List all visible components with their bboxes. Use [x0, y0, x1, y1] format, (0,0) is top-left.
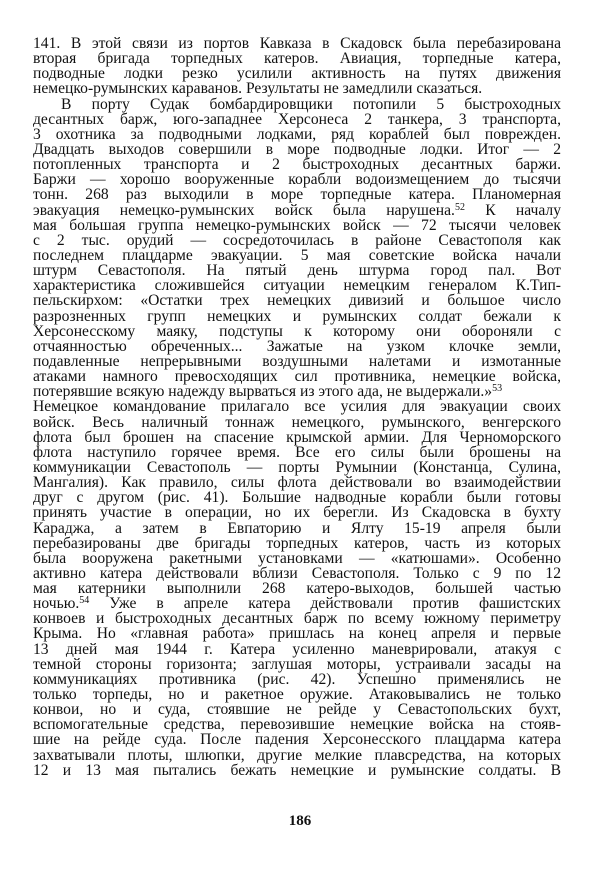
text-line: друг с другом (рис. 41). Большие надводные корабли были готовы	[33, 489, 561, 507]
text-line: Крыма. Но «главная работа» пришлась на конец апреля и первые	[33, 625, 561, 643]
text-line: 3 охотника за подводными лодками, ряд кораблей был поврежден.	[33, 125, 561, 143]
text-line: Мангалия). Как правило, силы флота действовали во взаимодействии	[33, 474, 561, 492]
text-line: пельскирхом: «Остатки трех немецких дивизий и большое число	[33, 292, 561, 310]
text-line: вторая бригада торпедных катеров. Авиация, торпедные катера,	[33, 50, 561, 68]
text-line: В порту Судак бомбардировщики потопили 5 быстроходных	[61, 95, 561, 113]
text-line: с 2 тыс. орудий — сосредоточилась в районе Севастополя как	[33, 231, 561, 249]
text-line	[33, 596, 561, 611]
text-line: штурм Севастополя. На пятый день штурма город пал. Вот	[33, 262, 561, 280]
text-line: Баржи — хорошо вооруженные корабли водоизмещением до тысячи	[33, 171, 561, 189]
text-line-part: К началу	[485, 201, 562, 219]
text-line: шие на рейде суда. После падения Херсонесского плацдарма катера	[33, 731, 561, 749]
text-line: 141. В этой связи из портов Кавказа в Скадовск была перебазирована	[33, 35, 561, 52]
text-line: подводные лодки резко усилили активность на путях движения	[33, 65, 561, 83]
text-line: отчаянностью обреченных... Зажатые на узком клочке земли,	[33, 337, 561, 355]
text-line: флота наступило горячее время. Все его силы были брошены на	[33, 443, 561, 461]
text-line: немецко-румынских караванов. Результаты не замедлили сказаться.	[33, 80, 483, 98]
text-line: атаками намного превосходящих сил противника, немецкие войска,	[33, 368, 561, 386]
text-line-part: потерявшие всякую надежду вырваться из этого ада, не выдержали.»	[33, 383, 493, 401]
text-line: коммуникациях противника (рис. 42). Успешно применялись не	[33, 670, 561, 688]
text-line: 13 дней мая 1944 г. Катера усиленно маневрировали, атакуя с	[33, 640, 561, 658]
text-line: характеристика сложившейся ситуации немецким генералом К.Тип-	[33, 277, 561, 295]
text-line: Караджа, а затем в Евпаторию и Ялту 15-19 апреля были	[33, 519, 561, 537]
body-text	[33, 36, 561, 778]
text-line-part: ночью.	[33, 595, 80, 613]
text-line	[33, 203, 561, 218]
footnote-ref-52: 52	[454, 201, 465, 213]
text-line-part: эвакуация немецко-румынских войск была нарушена.	[33, 201, 455, 219]
text-line: Херсонесскому маяку, подступы к которому они обороняли с	[33, 322, 561, 340]
text-line: разрозненных групп немецких и румынских солдат бежали к	[33, 307, 561, 325]
text-line: тонн. 268 раз выходили в море торпедные катера. Планомерная	[33, 186, 561, 204]
text-line	[33, 384, 561, 399]
text-line: конвои, но и суда, стоявшие не рейде у Севастопольских бухт,	[33, 701, 561, 719]
text-line: 12 и 13 мая пытались бежать немецкие и румынские солдаты. В	[33, 761, 561, 779]
text-line: только торпеды, но и ракетное оружие. Атаковывались не только	[33, 686, 561, 704]
text-line: Двадцать выходов совершили в море подводные лодки. Итог — 2	[33, 140, 561, 158]
text-line: мая катерники выполнили 268 катеро-выходов, большей частью	[33, 580, 561, 598]
text-line: перебазированы две бригады торпедных катеров, часть из которых	[33, 534, 561, 552]
page-number: 186	[288, 813, 312, 829]
text-line: вспомогательные средства, перевозившие немецкие войска на стояв-	[33, 716, 561, 734]
text-line: принять участие в операции, но их берегли. Из Скадовска в бухту	[33, 504, 561, 522]
text-line: флота был брошен на спасение крымской армии. Для Черноморского	[33, 428, 561, 446]
text-line: подавленные непрерывными воздушными налетами и измотанные	[33, 352, 561, 370]
text-line: мая большая группа немецко-румынских войск — 72 тысячи человек	[33, 216, 561, 234]
text-line: конвоев и быстроходных десантных барж по всему южному периметру	[33, 610, 561, 628]
footnote-ref-53: 53	[492, 383, 503, 395]
text-line: захватывали плоты, шлюпки, другие мелкие плавсредства, на которых	[33, 746, 561, 764]
text-line: потопленных транспорта и 2 быстроходных десантных баржи.	[33, 156, 561, 174]
text-line: активно катера действовали вблизи Севастополя. Только с 9 по 12	[33, 564, 561, 582]
text-line: десантных барж, юго-западнее Херсонеса 2 танкера, 3 транспорта,	[33, 110, 561, 128]
text-line: темной стороны горизонта; заглушая моторы, устраивали засады на	[33, 655, 561, 673]
text-line: была вооружена ракетными установками — «катюшами». Особенно	[33, 549, 561, 567]
text-line-part: Уже в апреле катера действовали против фашистских	[109, 595, 561, 613]
footnote-ref-54: 54	[79, 595, 90, 607]
text-line: последнем плацдарме эвакуации. 5 мая советские войска начали	[33, 246, 561, 264]
text-line: коммуникации Севастополь — порты Румынии (Констанца, Сулина,	[33, 458, 561, 476]
text-line: войск. Весь наличный тоннаж немецкого, румынского, венгерского	[33, 413, 561, 431]
text-line: Немецкое командование прилагало все усилия для эвакуации своих	[33, 398, 561, 416]
